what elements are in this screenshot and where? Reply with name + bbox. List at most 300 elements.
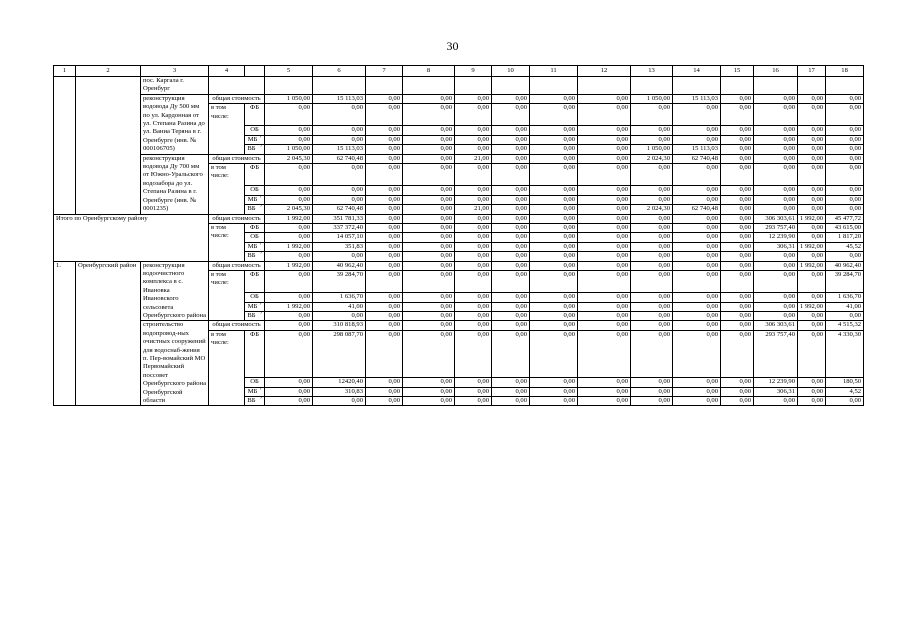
value-cell: 0,00 [265, 387, 313, 396]
value-cell: 0,00 [798, 270, 826, 292]
value-cell: 0,00 [530, 205, 578, 214]
fin-source-label [245, 302, 265, 311]
empty-cell [721, 77, 754, 95]
project-name: реконструкция водовода Ду 700 мм от Южно-Уральского водозабора до ул. Степана Разина в г. Оренбурге (инв. № 0001235) [141, 154, 209, 214]
value-cell: 0,00 [492, 126, 530, 135]
fin-source-text: МБ [247, 135, 258, 143]
column-header: 10 [492, 66, 530, 77]
value-cell: 0,00 [721, 205, 754, 214]
value-cell: 0,00 [313, 186, 366, 195]
value-cell: 2 045,30 [265, 205, 313, 214]
value-cell: 293 757,40 [754, 223, 798, 232]
value-cell: 0,00 [455, 233, 492, 242]
value-cell: 0,00 [578, 378, 631, 387]
value-cell: 0,00 [366, 311, 403, 320]
empty-cell [673, 77, 721, 95]
value-cell: 0,00 [578, 214, 631, 223]
value-cell: 0,00 [826, 164, 864, 186]
value-cell: 0,00 [754, 311, 798, 320]
value-cell: 1 992,00 [798, 242, 826, 251]
value-cell: 4,52 [826, 387, 864, 396]
value-cell: 180,50 [826, 378, 864, 387]
value-cell: 0,00 [366, 261, 403, 270]
value-cell: 0,00 [492, 321, 530, 330]
footnote-mark: *) [257, 302, 262, 305]
value-cell: 0,00 [530, 126, 578, 135]
value-cell: 4 515,32 [826, 321, 864, 330]
value-cell: 0,00 [530, 330, 578, 377]
value-cell: 293 757,40 [754, 330, 798, 377]
value-cell: 0,00 [530, 261, 578, 270]
empty-cell [754, 77, 798, 95]
fin-source-text: ВБ [247, 205, 256, 213]
table-row [54, 261, 864, 270]
empty-cell [826, 77, 864, 95]
value-cell: 0,00 [721, 378, 754, 387]
empty-cell [530, 77, 578, 95]
value-cell: 0,00 [403, 214, 455, 223]
footnote-mark: *) [257, 387, 262, 390]
value-cell: 41,00 [313, 302, 366, 311]
value-cell: 0,00 [721, 223, 754, 232]
value-cell: 0,00 [578, 397, 631, 406]
fin-source-text: ОБ [250, 126, 259, 134]
value-cell: 15 113,03 [673, 145, 721, 154]
value-cell: 0,00 [530, 154, 578, 163]
value-cell: 0,00 [492, 164, 530, 186]
value-cell: 0,00 [673, 135, 721, 144]
value-cell: 0,00 [673, 387, 721, 396]
value-cell: 0,00 [366, 195, 403, 204]
value-cell: 0,00 [492, 233, 530, 242]
value-cell: 0,00 [455, 321, 492, 330]
column-header: 18 [826, 66, 864, 77]
value-cell: 0,00 [631, 186, 673, 195]
value-cell: 0,00 [403, 233, 455, 242]
value-cell: 62 740,48 [673, 205, 721, 214]
value-cell: 0,00 [754, 302, 798, 311]
column-header: 6 [313, 66, 366, 77]
value-cell: 0,00 [673, 252, 721, 261]
column-header: 4 [209, 66, 245, 77]
empty-cell [578, 77, 631, 95]
value-cell: 0,00 [455, 261, 492, 270]
fin-source-text: ФБ [250, 104, 259, 112]
value-cell: 298 087,70 [313, 330, 366, 377]
value-cell: 0,00 [403, 330, 455, 377]
value-cell: 1 992,00 [798, 214, 826, 223]
fin-source-text: ВБ [247, 145, 256, 153]
fin-source-text: МБ [247, 195, 258, 203]
value-cell: 1 050,00 [265, 145, 313, 154]
value-cell: 0,00 [631, 311, 673, 320]
fin-source-text: ФБ [250, 223, 259, 231]
value-cell: 39 284,70 [826, 270, 864, 292]
value-cell: 0,00 [366, 126, 403, 135]
value-cell: 0,00 [721, 270, 754, 292]
value-cell: 0,00 [265, 270, 313, 292]
empty-cell [313, 77, 366, 95]
value-cell: 0,00 [403, 321, 455, 330]
value-cell: 0,00 [530, 311, 578, 320]
value-cell: 0,00 [455, 293, 492, 302]
value-cell: 0,00 [721, 311, 754, 320]
fin-source-text: МБ [247, 302, 258, 310]
value-cell: 0,00 [798, 195, 826, 204]
district-name: Оренбургский район [76, 261, 141, 406]
value-cell: 0,00 [492, 330, 530, 377]
column-header: 7 [366, 66, 403, 77]
value-cell: 0,00 [366, 135, 403, 144]
value-cell: 2 045,30 [265, 154, 313, 163]
value-cell: 0,00 [721, 135, 754, 144]
value-cell: 306,31 [754, 242, 798, 251]
value-cell: 0,00 [366, 186, 403, 195]
value-cell: 0,00 [721, 321, 754, 330]
value-cell: 0,00 [721, 186, 754, 195]
empty-cell [492, 77, 530, 95]
table-row [54, 77, 864, 95]
value-cell: 0,00 [366, 145, 403, 154]
value-cell: 0,00 [578, 293, 631, 302]
value-cell: 12420,40 [313, 378, 366, 387]
value-cell: 0,00 [578, 223, 631, 232]
value-cell: 0,00 [403, 154, 455, 163]
value-cell: 0,00 [265, 397, 313, 406]
value-cell: 0,00 [492, 293, 530, 302]
value-cell: 0,00 [798, 94, 826, 103]
value-cell: 0,00 [631, 135, 673, 144]
value-cell: 0,00 [673, 261, 721, 270]
fin-source-text: ВБ [247, 311, 256, 319]
value-cell: 0,00 [798, 135, 826, 144]
value-cell: 0,00 [721, 233, 754, 242]
fin-source-label [245, 252, 265, 261]
value-cell: 62 740,48 [673, 154, 721, 163]
value-cell: 0,00 [530, 293, 578, 302]
budget-table [53, 65, 864, 406]
value-cell: 0,00 [673, 378, 721, 387]
value-cell: 40 962,40 [313, 261, 366, 270]
value-cell: 0,00 [530, 378, 578, 387]
value-cell: 0,00 [403, 252, 455, 261]
empty-cell [455, 77, 492, 95]
value-cell: 0,00 [313, 135, 366, 144]
value-cell: 0,00 [492, 242, 530, 251]
value-cell: 0,00 [492, 195, 530, 204]
value-cell: 0,00 [721, 293, 754, 302]
value-cell: 0,00 [754, 104, 798, 126]
project-name: строительство водопровод-ных очистных сооружений для водоснаб-жения п. Пер-вомайский МО Первомайский поссовет Оренбургского района Оренбургской области [141, 321, 209, 406]
value-cell: 0,00 [673, 321, 721, 330]
value-cell: 0,00 [826, 94, 864, 103]
value-cell: 21,00 [455, 154, 492, 163]
value-cell: 43 615,00 [826, 223, 864, 232]
value-cell: 0,00 [798, 126, 826, 135]
value-cell: 0,00 [798, 397, 826, 406]
value-cell: 0,00 [265, 164, 313, 186]
value-cell: 0,00 [403, 94, 455, 103]
value-cell: 0,00 [578, 164, 631, 186]
value-cell: 0,00 [492, 135, 530, 144]
value-cell: 0,00 [366, 214, 403, 223]
value-cell: 0,00 [798, 154, 826, 163]
column-header: 9 [455, 66, 492, 77]
value-cell: 0,00 [492, 397, 530, 406]
value-cell: 0,00 [403, 145, 455, 154]
value-cell: 0,00 [798, 186, 826, 195]
fin-source-label [245, 195, 265, 204]
column-header: 1 [54, 66, 76, 77]
fin-source-text: ФБ [250, 270, 259, 278]
value-cell: 0,00 [754, 164, 798, 186]
value-cell: 0,00 [403, 104, 455, 126]
fin-total-label: общая стоимость [209, 321, 265, 330]
footnote-mark: **) [255, 204, 262, 208]
value-cell: 0,00 [721, 302, 754, 311]
fin-total-label: общая стоимость [209, 154, 265, 163]
value-cell: 0,00 [631, 387, 673, 396]
value-cell: 0,00 [492, 387, 530, 396]
value-cell: 0,00 [798, 330, 826, 377]
value-cell: 0,00 [578, 252, 631, 261]
fin-source-label [245, 397, 265, 406]
value-cell: 0,00 [578, 145, 631, 154]
value-cell: 0,00 [455, 387, 492, 396]
value-cell: 1 992,00 [265, 261, 313, 270]
fin-source-text: МБ [247, 387, 258, 395]
total-row [54, 214, 864, 223]
value-cell: 0,00 [366, 154, 403, 163]
value-cell: 0,00 [673, 311, 721, 320]
value-cell: 306 303,61 [754, 214, 798, 223]
value-cell: 0,00 [403, 195, 455, 204]
value-cell: 0,00 [673, 214, 721, 223]
value-cell: 0,00 [631, 321, 673, 330]
value-cell: 0,00 [631, 223, 673, 232]
value-cell: 0,00 [631, 378, 673, 387]
fin-source-label [245, 104, 265, 126]
value-cell: 1 992,00 [265, 214, 313, 223]
value-cell: 0,00 [265, 195, 313, 204]
fin-source-label [245, 223, 265, 232]
column-header: 17 [798, 66, 826, 77]
value-cell: 0,00 [403, 261, 455, 270]
value-cell: 0,00 [826, 145, 864, 154]
value-cell: 0,00 [265, 311, 313, 320]
value-cell: 0,00 [754, 205, 798, 214]
empty-cell [209, 77, 265, 95]
value-cell: 0,00 [631, 293, 673, 302]
value-cell: 0,00 [366, 233, 403, 242]
value-cell: 0,00 [826, 397, 864, 406]
value-cell: 21,00 [455, 205, 492, 214]
value-cell: 0,00 [754, 261, 798, 270]
fin-source-label [245, 378, 265, 387]
value-cell: 0,00 [265, 378, 313, 387]
value-cell: 0,00 [798, 104, 826, 126]
value-cell: 0,00 [631, 330, 673, 377]
value-cell: 0,00 [313, 104, 366, 126]
value-cell: 0,00 [721, 242, 754, 251]
value-cell: 0,00 [673, 104, 721, 126]
column-header: 16 [754, 66, 798, 77]
value-cell: 0,00 [578, 186, 631, 195]
value-cell: 0,00 [673, 195, 721, 204]
value-cell: 337 372,40 [313, 223, 366, 232]
value-cell: 0,00 [578, 321, 631, 330]
value-cell: 0,00 [631, 302, 673, 311]
value-cell: 15 113,03 [313, 145, 366, 154]
value-cell: 45,52 [826, 242, 864, 251]
value-cell: 0,00 [530, 321, 578, 330]
fin-source-label [245, 387, 265, 396]
value-cell: 0,00 [578, 135, 631, 144]
project-name: пос. Каргала г. Оренбург [141, 77, 209, 95]
value-cell: 0,00 [826, 205, 864, 214]
value-cell: 0,00 [403, 242, 455, 251]
value-cell: 0,00 [754, 154, 798, 163]
empty-cell [76, 77, 141, 215]
value-cell: 0,00 [530, 252, 578, 261]
value-cell: 351 781,33 [313, 214, 366, 223]
value-cell: 12 239,90 [754, 233, 798, 242]
value-cell: 0,00 [403, 126, 455, 135]
value-cell: 0,00 [366, 223, 403, 232]
value-cell: 0,00 [798, 252, 826, 261]
empty-cell [631, 77, 673, 95]
value-cell: 0,00 [403, 223, 455, 232]
value-cell: 0,00 [366, 270, 403, 292]
value-cell: 0,00 [492, 378, 530, 387]
value-cell: 0,00 [578, 261, 631, 270]
footnote-mark: **) [255, 251, 262, 255]
value-cell: 0,00 [530, 233, 578, 242]
value-cell: 0,00 [798, 387, 826, 396]
value-cell: 4 330,30 [826, 330, 864, 377]
value-cell: 0,00 [721, 214, 754, 223]
value-cell: 1 817,20 [826, 233, 864, 242]
table-row [54, 154, 864, 163]
value-cell: 1 050,00 [631, 94, 673, 103]
value-cell: 0,00 [403, 186, 455, 195]
value-cell: 15 113,03 [673, 94, 721, 103]
value-cell: 0,00 [798, 311, 826, 320]
column-header: 14 [673, 66, 721, 77]
value-cell: 0,00 [721, 145, 754, 154]
value-cell: 0,00 [826, 195, 864, 204]
value-cell: 0,00 [826, 252, 864, 261]
fin-source-text: МБ [247, 242, 258, 250]
value-cell: 2 024,30 [631, 205, 673, 214]
fin-source-label [245, 242, 265, 251]
value-cell: 0,00 [403, 397, 455, 406]
value-cell: 0,00 [798, 233, 826, 242]
fin-source-text: ОБ [250, 293, 259, 301]
fin-source-label [245, 270, 265, 292]
value-cell: 62 740,48 [313, 205, 366, 214]
column-header [245, 66, 265, 77]
fin-total-label: общая стоимость [209, 214, 265, 223]
district-total-label: Итого по Оренбургскому району [54, 214, 209, 261]
value-cell: 0,00 [455, 214, 492, 223]
fin-source-label [245, 145, 265, 154]
value-cell: 0,00 [673, 242, 721, 251]
value-cell: 0,00 [265, 321, 313, 330]
value-cell: 0,00 [530, 397, 578, 406]
value-cell: 0,00 [366, 378, 403, 387]
footnote-mark: *) [257, 135, 262, 138]
value-cell: 0,00 [403, 378, 455, 387]
fin-source-label [245, 164, 265, 186]
column-header: 15 [721, 66, 754, 77]
value-cell: 0,00 [313, 195, 366, 204]
value-cell: 0,00 [455, 330, 492, 377]
value-cell: 0,00 [721, 252, 754, 261]
footnote-mark: **) [255, 144, 262, 148]
column-header: 8 [403, 66, 455, 77]
value-cell: 0,00 [366, 330, 403, 377]
value-cell: 0,00 [673, 186, 721, 195]
value-cell: 0,00 [455, 135, 492, 144]
value-cell: 0,00 [631, 397, 673, 406]
value-cell: 0,00 [578, 233, 631, 242]
value-cell: 0,00 [721, 94, 754, 103]
value-cell: 0,00 [631, 214, 673, 223]
column-header: 13 [631, 66, 673, 77]
value-cell: 0,00 [366, 302, 403, 311]
value-cell: 0,00 [631, 195, 673, 204]
fin-source-label [245, 126, 265, 135]
value-cell: 0,00 [721, 397, 754, 406]
value-cell: 0,00 [673, 126, 721, 135]
value-cell: 0,00 [826, 126, 864, 135]
value-cell: 0,00 [530, 270, 578, 292]
value-cell: 0,00 [265, 104, 313, 126]
value-cell: 0,00 [403, 205, 455, 214]
value-cell: 0,00 [492, 186, 530, 195]
value-cell: 0,00 [721, 195, 754, 204]
empty-cell [265, 77, 313, 95]
value-cell: 0,00 [673, 270, 721, 292]
footnote-mark: *) [257, 242, 262, 245]
value-cell: 0,00 [578, 104, 631, 126]
value-cell: 0,00 [721, 387, 754, 396]
value-cell: 0,00 [754, 195, 798, 204]
column-header: 3 [141, 66, 209, 77]
value-cell: 0,00 [492, 223, 530, 232]
value-cell: 0,00 [455, 126, 492, 135]
value-cell: 0,00 [313, 397, 366, 406]
value-cell: 0,00 [455, 164, 492, 186]
value-cell: 0,00 [265, 186, 313, 195]
value-cell: 0,00 [366, 242, 403, 251]
value-cell: 0,00 [826, 311, 864, 320]
value-cell: 14 057,10 [313, 233, 366, 242]
value-cell: 0,00 [492, 94, 530, 103]
value-cell: 0,00 [403, 302, 455, 311]
value-cell: 0,00 [578, 195, 631, 204]
value-cell: 0,00 [492, 154, 530, 163]
value-cell: 0,00 [578, 154, 631, 163]
value-cell: 0,00 [366, 321, 403, 330]
fin-incl-label: в том числе: [209, 104, 245, 154]
value-cell: 0,00 [265, 126, 313, 135]
value-cell: 0,00 [578, 242, 631, 251]
value-cell: 0,00 [673, 293, 721, 302]
value-cell: 0,00 [673, 397, 721, 406]
value-cell: 0,00 [366, 94, 403, 103]
